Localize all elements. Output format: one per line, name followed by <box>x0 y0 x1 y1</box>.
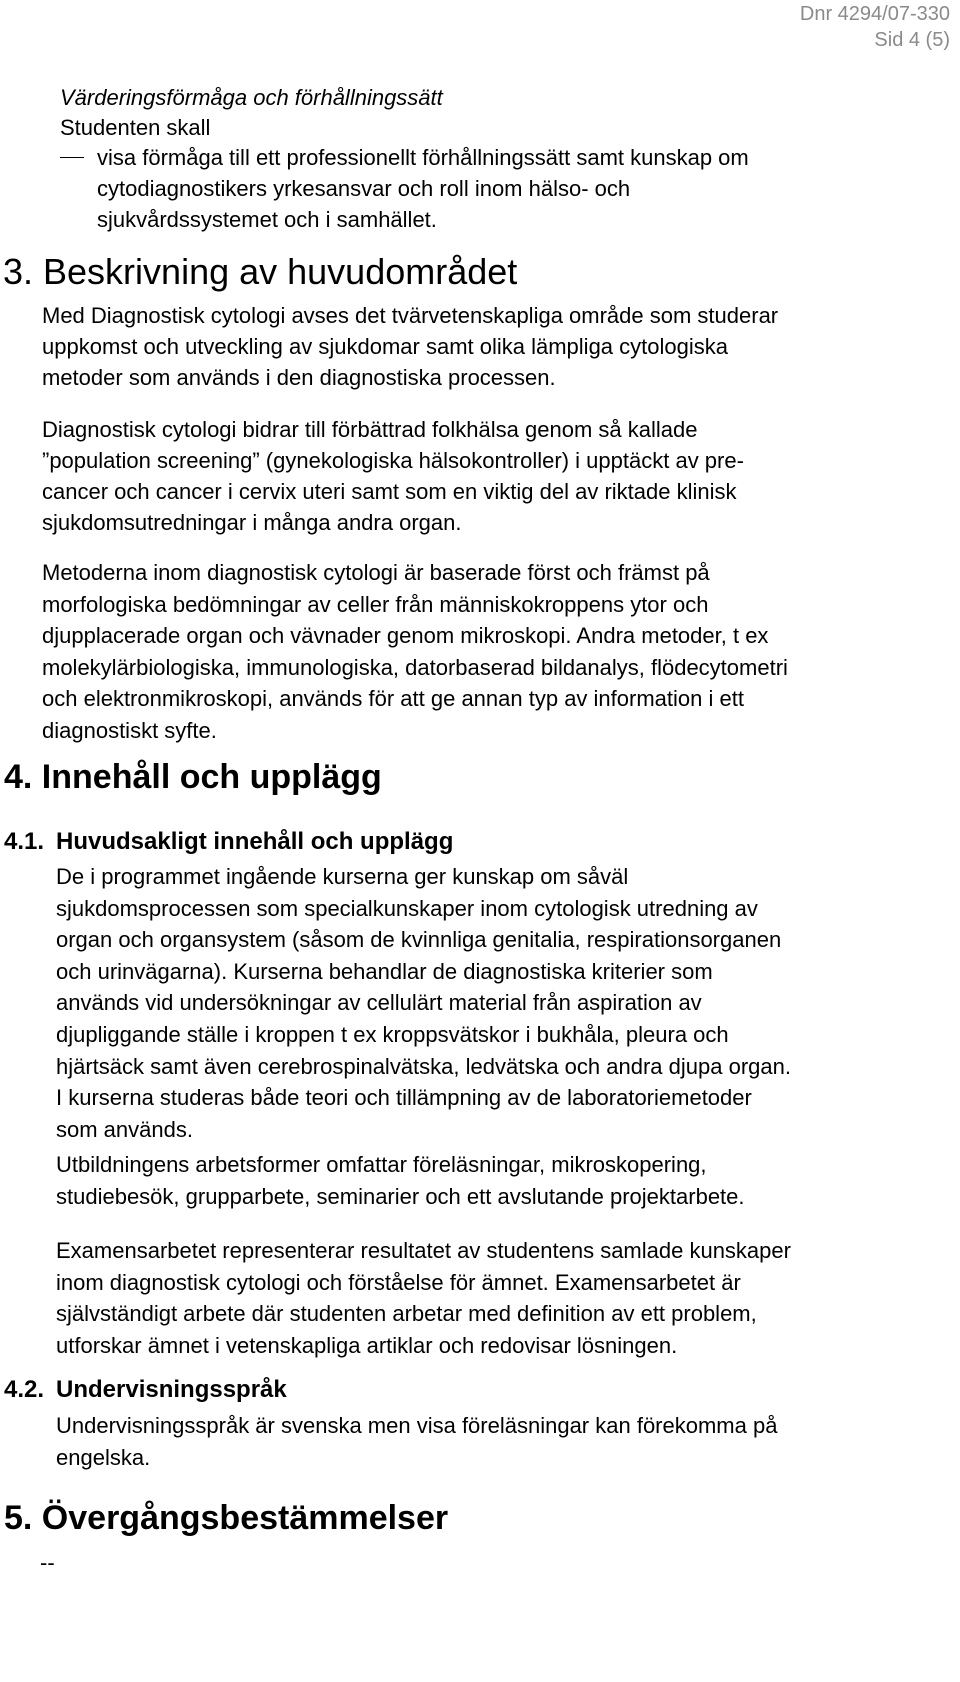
text-line: och urinvägarna). Kurserna behandlar de diagnostiska kriterier som <box>56 958 713 984</box>
text-line: sjukvårdssystemet och i samhället. <box>97 207 437 232</box>
subsection-4-1-paragraph-1 <box>56 861 791 1145</box>
text-line: självständigt arbete där studenten arbetar med definition av ett problem, <box>56 1301 757 1327</box>
text-line: molekylärbiologiska, immunologiska, datorbaserad bildanalys, flödecytometri <box>42 654 788 680</box>
text-line: Undervisningsspråk är svenska men visa föreläsningar kan förekomma på <box>56 1413 778 1438</box>
subsection-number: 4.1. <box>4 828 45 855</box>
subsection-title: Huvudsakligt innehåll och upplägg <box>56 828 454 855</box>
text-line: visa förmåga till ett professionellt förhållningssätt samt kunskap om <box>97 145 749 170</box>
values-intro: Studenten skall <box>60 115 211 140</box>
subsection-number: 4.2. <box>4 1376 45 1403</box>
document-number: Dnr 4294/07-330 <box>799 3 950 25</box>
text-line: I kurserna studeras både teori och tillämpning av de laboratoriemetoder <box>56 1085 752 1111</box>
subsection-4-1-paragraph-3 <box>56 1235 791 1361</box>
section-3-paragraph-1 <box>42 300 778 393</box>
section-3-heading: 3. Beskrivning av huvudområdet <box>3 251 518 292</box>
text-line: inom diagnostisk cytologi och förståelse för ämnet. Examensarbetet är <box>56 1269 741 1295</box>
text-line: morfologiska bedömningar av celler från människokroppens ytor och <box>42 591 709 617</box>
subsection-4-1-heading <box>4 827 453 857</box>
subsection-4-1-paragraph-2 <box>56 1149 745 1212</box>
text-line: cancer och cancer i cervix uteri samt som en viktig del av riktade klinisk <box>42 479 737 504</box>
text-line: djupplacerade organ och vävnader genom mikroskopi. Andra metoder, t ex <box>42 623 769 649</box>
text-line: djupliggande ställe i kroppen t ex kroppsvätskor i bukhåla, pleura och <box>56 1021 729 1047</box>
section-3-paragraph-3 <box>42 557 788 747</box>
text-line: används vid undersökningar av cellulärt material från aspiration av <box>56 990 702 1016</box>
section-5-heading: 5. Övergångsbestämmelser <box>4 1499 449 1537</box>
text-line: sjukdomsutredningar i många andra organ. <box>42 510 462 535</box>
section-5-body: -- <box>40 1550 55 1575</box>
text-line: ”population screening” (gynekologiska hälsokontroller) i upptäckt av pre- <box>42 448 744 473</box>
text-line: organ och organsystem (såsom de kvinnliga genitalia, respirationsorganen <box>56 927 782 953</box>
text-line: Med Diagnostisk cytologi avses det tvärvetenskapliga område som studerar <box>42 303 779 328</box>
subsection-4-2-paragraph <box>56 1410 777 1473</box>
text-line: Metoderna inom diagnostisk cytologi är baserade först och främst på <box>42 560 710 585</box>
subsection-title: Undervisningsspråk <box>56 1376 287 1403</box>
text-line: studiebesök, grupparbete, seminarier och ett avslutande projektarbete. <box>56 1183 745 1209</box>
text-line: och elektronmikroskopi, används för att ge annan typ av information i ett <box>42 686 744 712</box>
values-heading: Värderingsförmåga och förhållningssätt <box>60 85 443 110</box>
section-3-paragraph-2 <box>42 414 744 538</box>
text-line: uppkomst och utveckling av sjukdomar samt olika lämpliga cytologiska <box>42 334 728 359</box>
text-line: sjukdomsprocessen som specialkunskaper inom cytologisk utredning av <box>56 895 758 921</box>
subsection-4-2-heading <box>4 1375 287 1405</box>
text-line: Diagnostisk cytologi bidrar till förbättrad folkhälsa genom så kallade <box>42 417 698 442</box>
page-number: Sid 4 (5) <box>874 29 950 51</box>
section-4-heading: 4. Innehåll och upplägg <box>4 758 382 796</box>
values-bullet <box>97 142 749 235</box>
text-line: De i programmet ingående kurserna ger kunskap om såväl <box>56 864 629 889</box>
text-line: Utbildningens arbetsformer omfattar föreläsningar, mikroskopering, <box>56 1152 707 1177</box>
text-line: diagnostiskt syfte. <box>42 717 217 743</box>
text-line: utforskar ämnet i vetenskapliga artiklar och redovisar lösningen. <box>56 1332 678 1358</box>
text-line: hjärtsäck samt även cerebrospinalvätska, ledvätska och andra djupa organ. <box>56 1053 791 1079</box>
text-line: som används. <box>56 1116 193 1142</box>
text-line: cytodiagnostikers yrkesansvar och roll inom hälso- och <box>97 176 631 201</box>
text-line: Examensarbetet representerar resultatet av studentens samlade kunskaper <box>56 1238 791 1263</box>
bullet-dash <box>60 157 84 158</box>
text-line: engelska. <box>56 1444 151 1470</box>
text-line: metoder som används i den diagnostiska processen. <box>42 365 556 390</box>
